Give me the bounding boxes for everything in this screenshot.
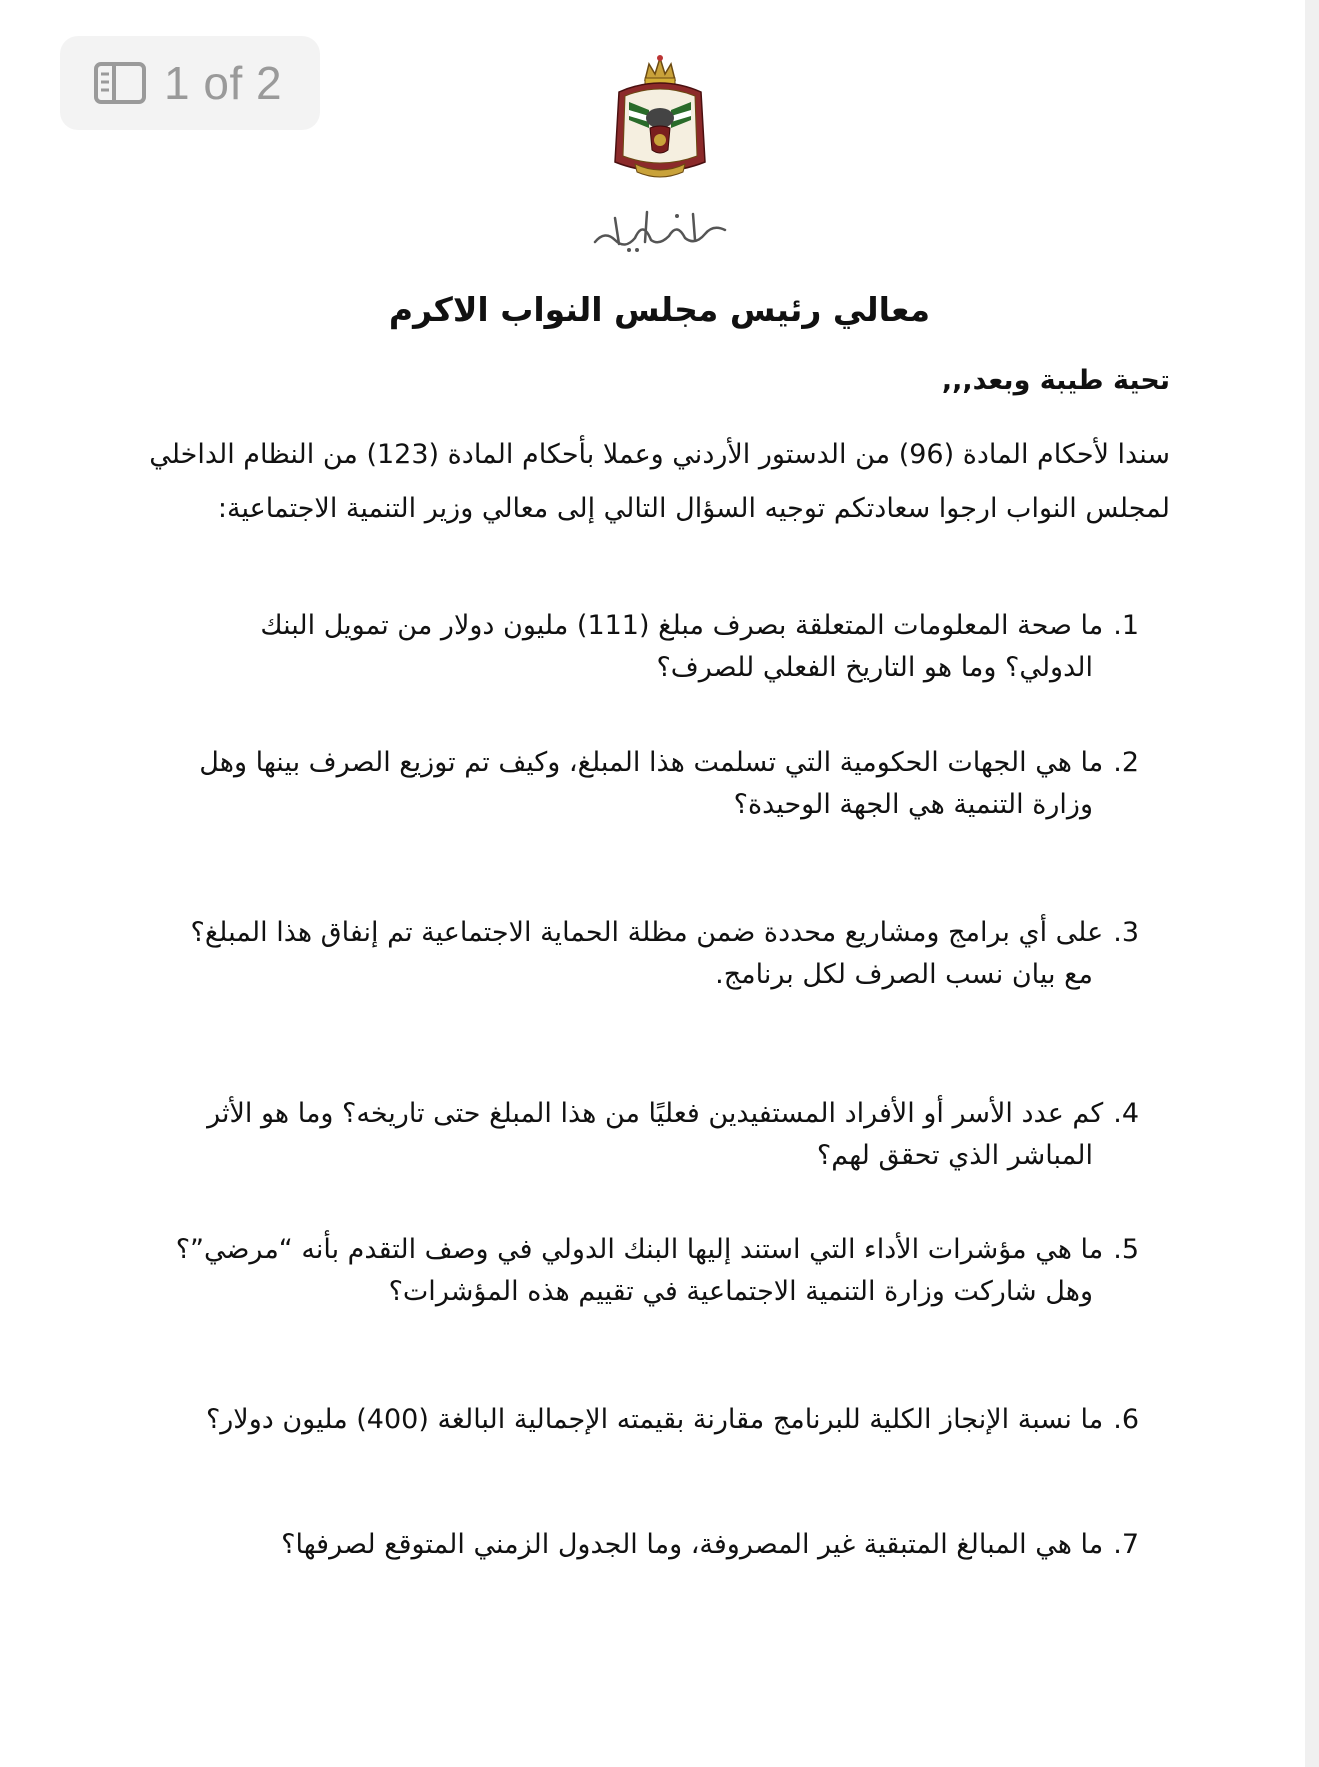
question-item <box>199 742 1139 826</box>
question-text: وزارة التنمية هي الجهة الوحيدة؟ <box>733 789 1093 820</box>
question-text: على أي برامج ومشاريع محددة ضمن مظلة الحماية الاجتماعية تم إنفاق هذا المبلغ؟ <box>190 917 1104 948</box>
question-text: وهل شاركت وزارة التنمية الاجتماعية في تقييم هذه المؤشرات؟ <box>388 1276 1093 1307</box>
question-text: ما نسبة الإنجاز الكلية للبرنامج مقارنة بقيمته الإجمالية البالغة (400) مليون دولار؟ <box>205 1404 1104 1435</box>
question-number: 7. <box>1113 1529 1139 1560</box>
question-item <box>281 1524 1139 1566</box>
question-number: 5. <box>1113 1234 1139 1265</box>
question-text: المباشر الذي تحقق لهم؟ <box>816 1140 1093 1171</box>
question-text: الدولي؟ وما هو التاريخ الفعلي للصرف؟ <box>656 652 1093 683</box>
letter-greeting: تحية طيبة وبعد,,, <box>941 365 1170 396</box>
question-item <box>206 1399 1139 1441</box>
question-number: 6. <box>1113 1404 1139 1435</box>
question-number: 3. <box>1113 917 1139 948</box>
question-text: كم عدد الأسر أو الأفراد المستفيدين فعليًا من هذا المبلغ حتى تاريخه؟ وما هو الأثر <box>207 1098 1104 1129</box>
question-text: ما هي الجهات الحكومية التي تسلمت هذا المبلغ، وكيف تم توزيع الصرف بينها وهل <box>199 747 1104 778</box>
page-indicator-label: 1 of 2 <box>164 57 283 109</box>
question-item <box>190 912 1139 996</box>
question-text: ما هي المبالغ المتبقية غير المصروفة، وما الجدول الزمني المتوقع لصرفها؟ <box>281 1529 1104 1560</box>
intro-line: سندا لأحكام المادة (96) من الدستور الأردني وعملا بأحكام المادة (123) من النظام الداخلي <box>149 439 1170 470</box>
question-text: ما هي مؤشرات الأداء التي استند إليها البنك الدولي في وصف التقدم بأنه “مرضي”؟ <box>175 1234 1104 1265</box>
question-number: 2. <box>1113 747 1139 778</box>
letter-title: معالي رئيس مجلس النواب الاكرم <box>388 290 931 329</box>
question-number: 4. <box>1113 1098 1139 1129</box>
question-item <box>260 605 1139 689</box>
question-text: ما صحة المعلومات المتعلقة بصرف مبلغ (111) مليون دولار من تمويل البنك <box>260 610 1104 641</box>
question-text: مع بيان نسب الصرف لكل برنامج. <box>715 959 1093 990</box>
question-item <box>207 1093 1139 1177</box>
intro-line: لمجلس النواب ارجوا سعادتكم توجيه السؤال التالي إلى معالي وزير التنمية الاجتماعية: <box>217 493 1170 524</box>
question-number: 1. <box>1113 610 1139 641</box>
question-item <box>176 1229 1139 1313</box>
